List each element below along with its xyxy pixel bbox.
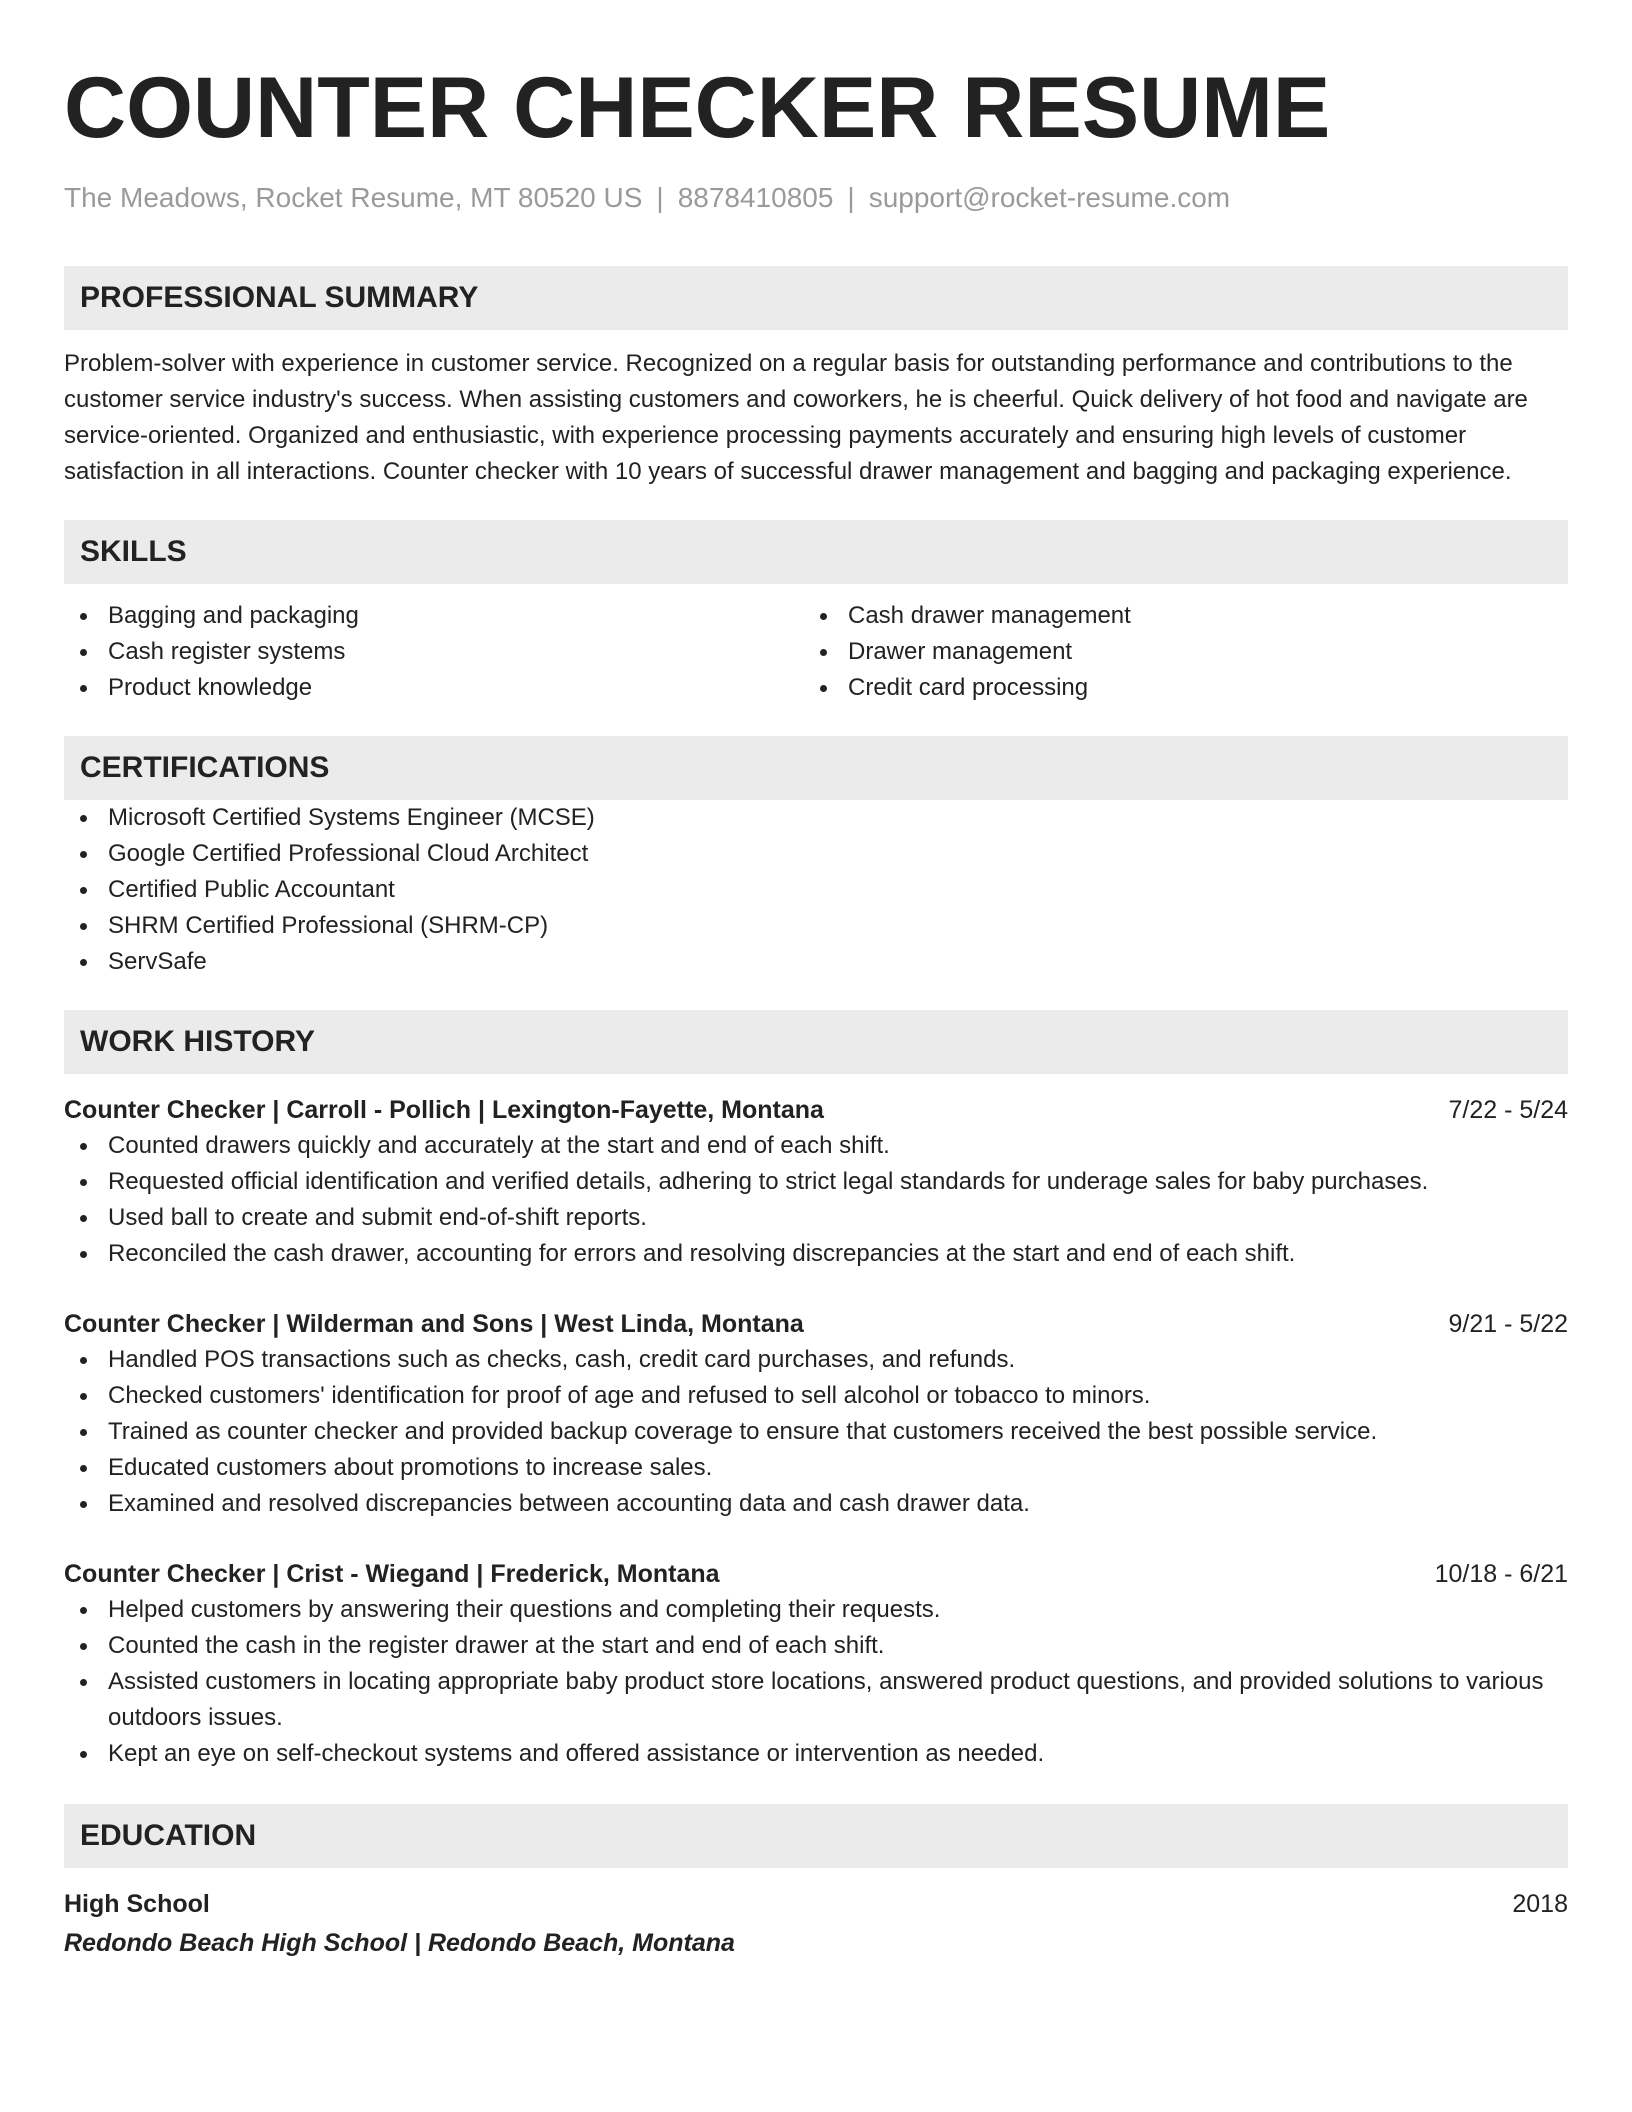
skills-heading: SKILLS [64,520,1568,584]
job-dates: 9/21 - 5/22 [1448,1310,1568,1338]
job-bullet: Kept an eye on self-checkout systems and offered assistance or intervention as needed. [64,1736,1568,1772]
contact-address: The Meadows, Rocket Resume, MT 80520 US [64,182,643,213]
job-bullets [64,1342,1568,1522]
job-dates: 10/18 - 6/21 [1434,1560,1568,1588]
contact-email: support@rocket-resume.com [868,182,1231,213]
skills-column-left [64,598,804,706]
skills-list-left [64,598,804,706]
job-entry [64,1556,1568,1772]
education-header [64,1886,1568,1922]
job-bullet: Counted the cash in the register drawer at the start and end of each shift. [64,1628,1568,1664]
summary-text: Problem-solver with experience in customer service. Recognized on a regular basis for outstanding performance and contributions to the customer service industry's success. When assisting customers and coworkers, he is cheerful. Quick delivery of hot food and navigate are service-oriented. Organized and enthusiastic, with experience processing payments accurately and ensuring high levels of customer satisfaction in all interactions. Counter checker with 10 years of successful drawer management and bagging and packaging experience. [64,350,1528,485]
job-bullet: Handled POS transactions such as checks, cash, credit card purchases, and refunds. [64,1342,1568,1378]
job-bullet: Reconciled the cash drawer, accounting for errors and resolving discrepancies at the start and end of each shift. [64,1236,1568,1272]
education-degree: High School [64,1890,210,1918]
skill-item: Drawer management [804,634,1544,670]
skill-item: Credit card processing [804,670,1544,706]
contact-separator: | [656,182,664,213]
skill-item: Bagging and packaging [64,598,804,634]
certification-item: Microsoft Certified Systems Engineer (MCSE) [64,800,1568,836]
job-bullet: Examined and resolved discrepancies between accounting data and cash drawer data. [64,1486,1568,1522]
skills-list-right [804,598,1544,706]
certifications-heading: CERTIFICATIONS [64,736,1568,800]
skill-item: Cash register systems [64,634,804,670]
skills-column-right [804,598,1544,706]
job-bullet: Trained as counter checker and provided backup coverage to ensure that customers received the best possible service. [64,1414,1568,1450]
certifications-list [64,800,1568,980]
job-bullet: Assisted customers in locating appropriate baby product store locations, answered product questions, and provided solutions to various outdoors issues. [64,1664,1568,1736]
skill-item: Product knowledge [64,670,804,706]
job-bullet: Helped customers by answering their questions and completing their requests. [64,1592,1568,1628]
job-title: Counter Checker | Crist - Wiegand | Frederick, Montana [64,1560,720,1588]
job-header [64,1306,1568,1342]
contact-line [64,180,1568,216]
job-bullet: Educated customers about promotions to increase sales. [64,1450,1568,1486]
work-history-heading: WORK HISTORY [64,1010,1568,1074]
job-entry [64,1092,1568,1272]
job-bullet: Used ball to create and submit end-of-shift reports. [64,1200,1568,1236]
contact-phone: 8878410805 [677,182,834,213]
education-heading: EDUCATION [64,1804,1568,1868]
certification-item: Google Certified Professional Cloud Architect [64,836,1568,872]
job-header [64,1092,1568,1128]
skills-grid [64,598,1568,706]
job-entry [64,1306,1568,1522]
resume-title: COUNTER CHECKER RESUME [64,60,1331,156]
education-school: Redondo Beach High School | Redondo Beach, Montana [64,1929,735,1957]
job-bullet: Checked customers' identification for proof of age and refused to sell alcohol or tobacco to minors. [64,1378,1568,1414]
job-header [64,1556,1568,1592]
contact-separator: | [847,182,855,213]
summary-heading: PROFESSIONAL SUMMARY [64,266,1568,330]
job-title: Counter Checker | Wilderman and Sons | West Linda, Montana [64,1310,804,1338]
skill-item: Cash drawer management [804,598,1544,634]
job-title: Counter Checker | Carroll - Pollich | Lexington-Fayette, Montana [64,1096,824,1124]
education-year: 2018 [1512,1890,1568,1918]
certification-item: SHRM Certified Professional (SHRM-CP) [64,908,1568,944]
certification-item: ServSafe [64,944,1568,980]
job-bullet: Requested official identification and verified details, adhering to strict legal standards for underage sales for baby purchases. [64,1164,1568,1200]
job-bullets [64,1128,1568,1272]
job-bullet: Counted drawers quickly and accurately at the start and end of each shift. [64,1128,1568,1164]
certification-item: Certified Public Accountant [64,872,1568,908]
job-bullets [64,1592,1568,1772]
job-dates: 7/22 - 5/24 [1448,1096,1568,1124]
